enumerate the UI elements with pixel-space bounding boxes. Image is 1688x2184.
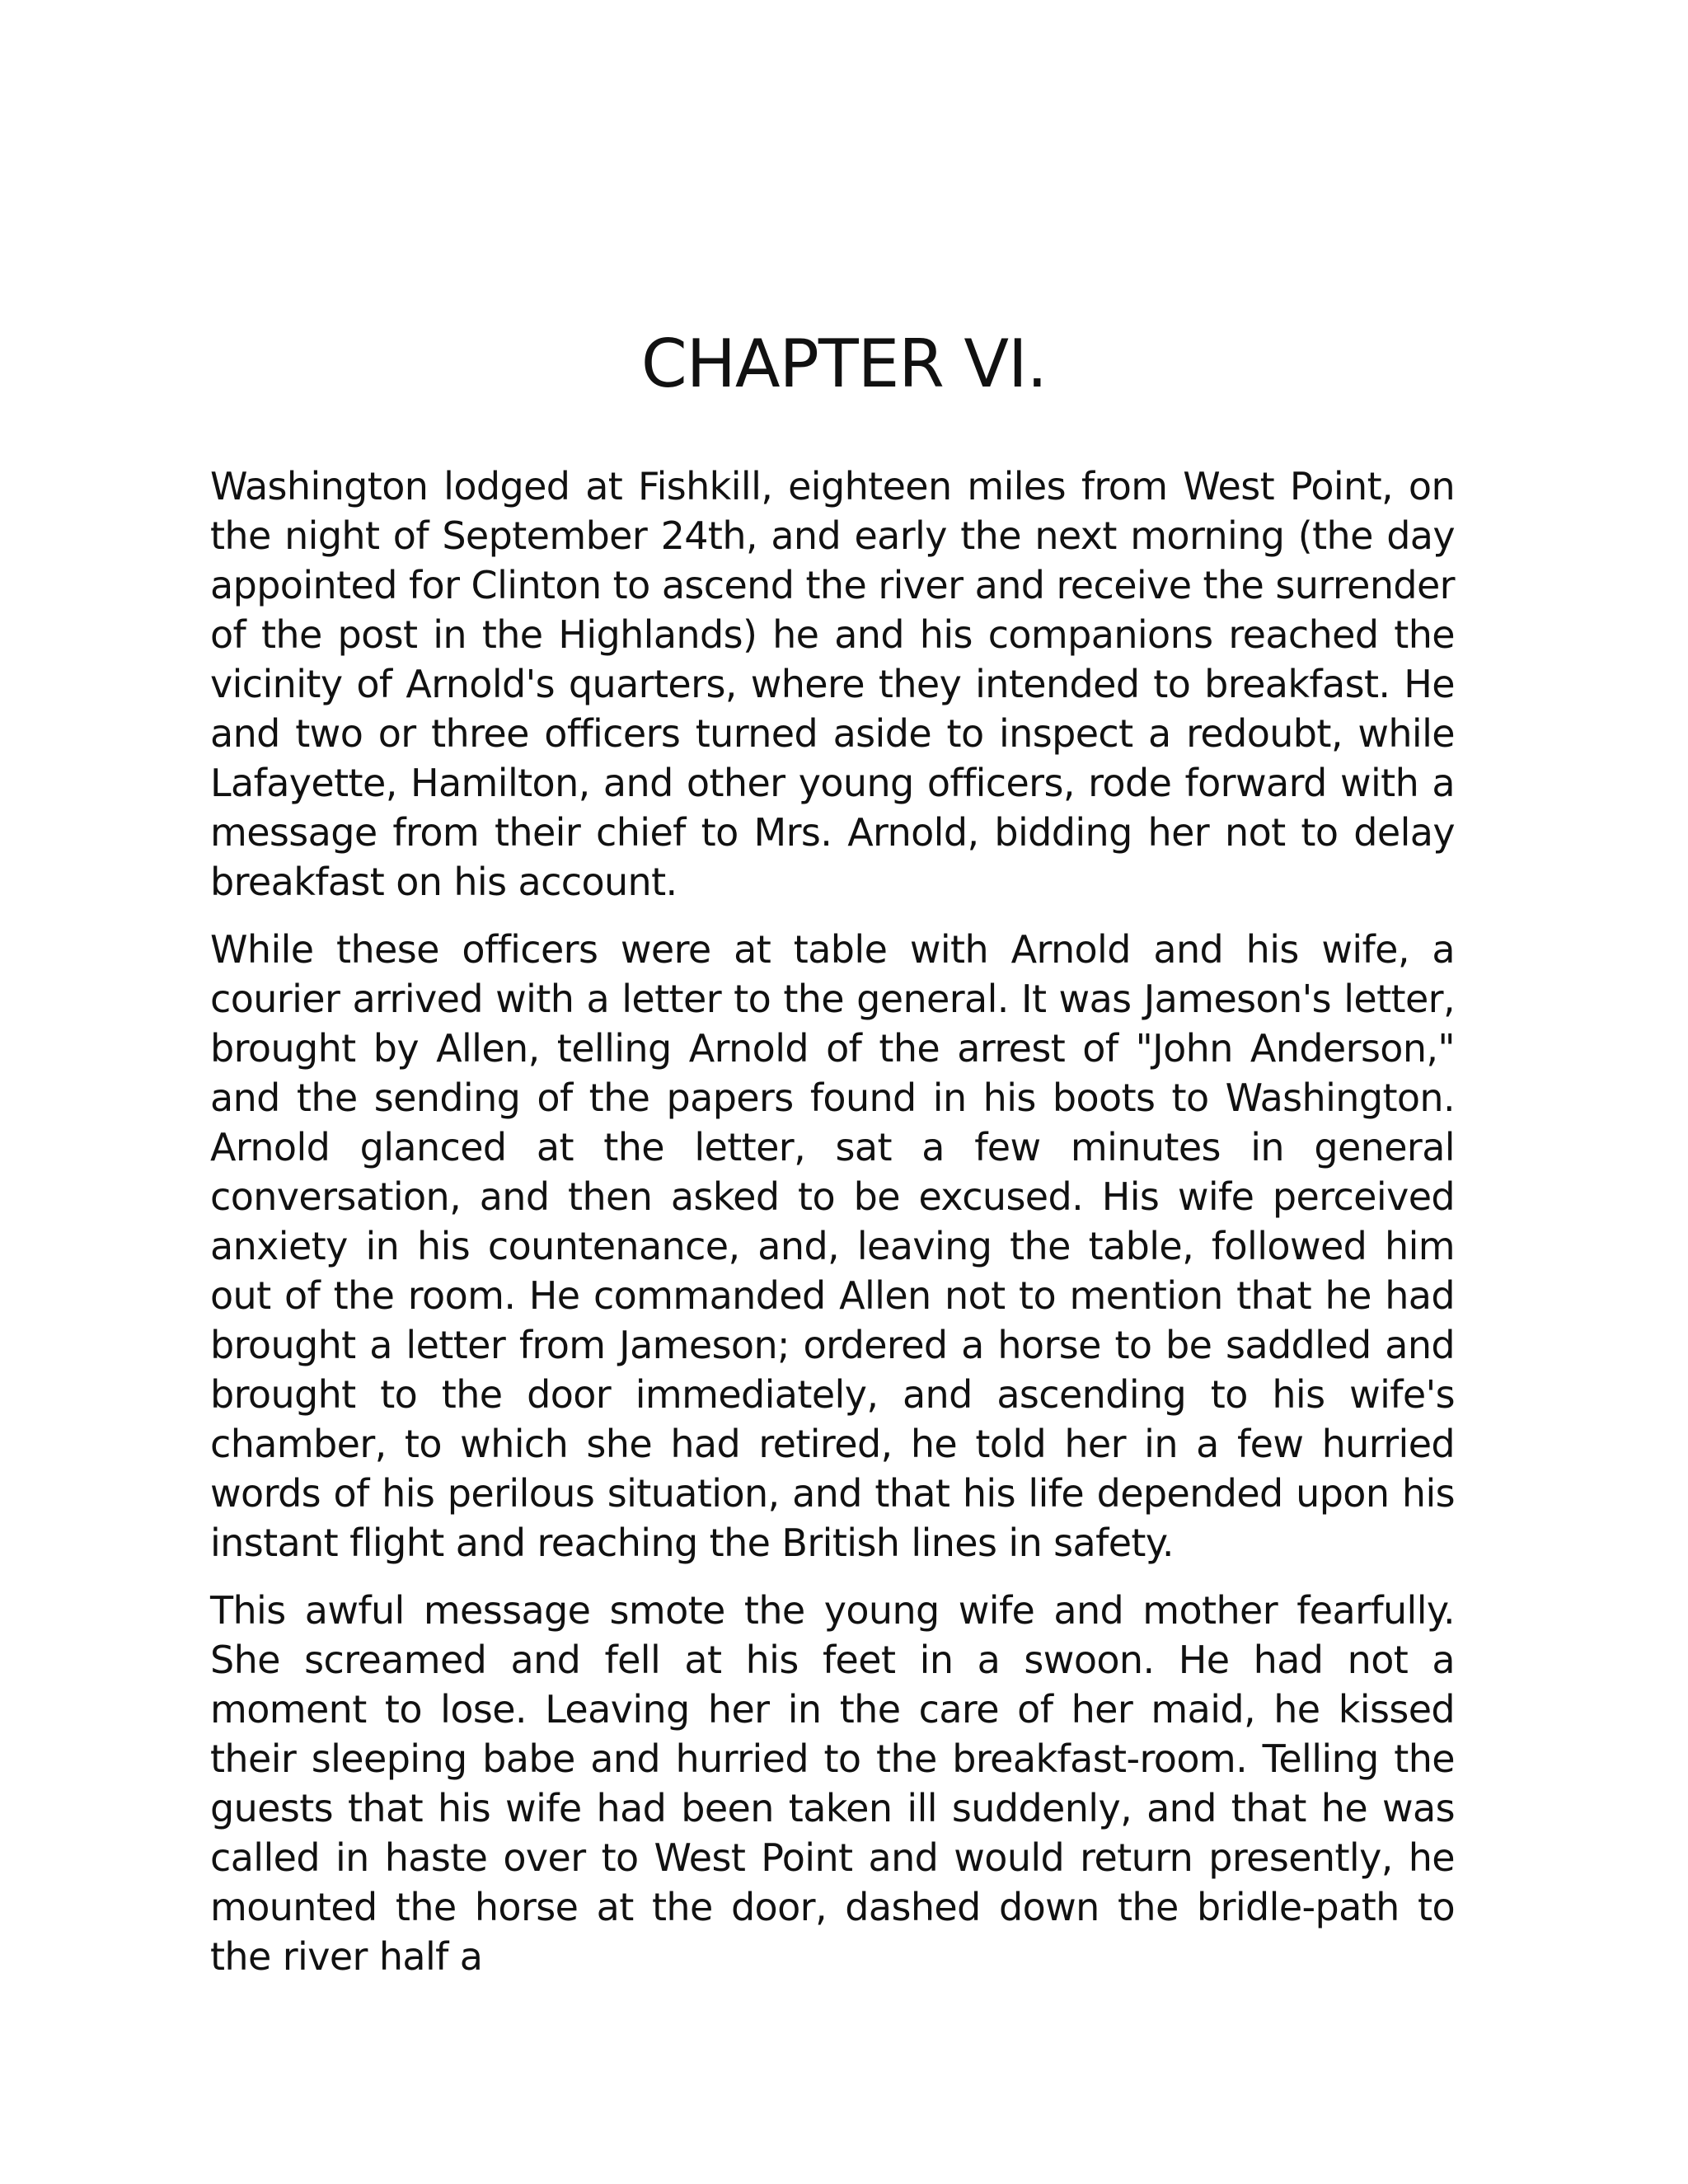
paragraph-1: Washington lodged at Fishkill, eighteen miles from West Point, on the night of September 24th, and early the next morning (the day appointed for Clinton to ascend the river and receive the surrender of the post in the Highlands) he and his companions reached the vicinity of Arnold's quarters, where they intended to breakfast. He and two or three officers turned aside to inspect a redoubt, while Lafayette, Hamilton, and other young officers, rode forward with a message from their chief to Mrs. Arnold, bidding her not to delay breakfast on his account. [210, 464, 1455, 904]
paragraph-2: While these officers were at table with Arnold and his wife, a courier arrived with a letter to the general. It was Jameson's letter, brought by Allen, telling Arnold of the arrest of "John Anderson," and the sending of the papers found in his boots to Washington. Arnold glanced at the letter, sat a few minutes in general conversation, and then asked to be excused. His wife perceived anxiety in his countenance, and, leaving the table, followed him out of the room. He commanded Allen not to mention that he had brought a letter from Jameson; ordered a horse to be saddled and brought to the door immediately, and ascending to his wife's chamber, to which she had retired, he told her in a few hurried words of his perilous situation, and that his life depended upon his instant flight and reaching the British lines in safety. [210, 927, 1455, 1565]
chapter-title: CHAPTER VI. [640, 326, 1048, 402]
paragraph-3: This awful message smote the young wife and mother fearfully. She screamed and fell at his feet in a swoon. He had not a moment to lose. Leaving her in the care of her maid, he kissed their sleeping babe and hurried to the breakfast-room. Telling the guests that his wife had been taken ill suddenly, and that he was called in haste over to West Point and would return presently, he mounted the horse at the door, dashed down the bridle-path to the river half a [210, 1588, 1455, 1979]
chapter-body [210, 462, 1455, 1999]
